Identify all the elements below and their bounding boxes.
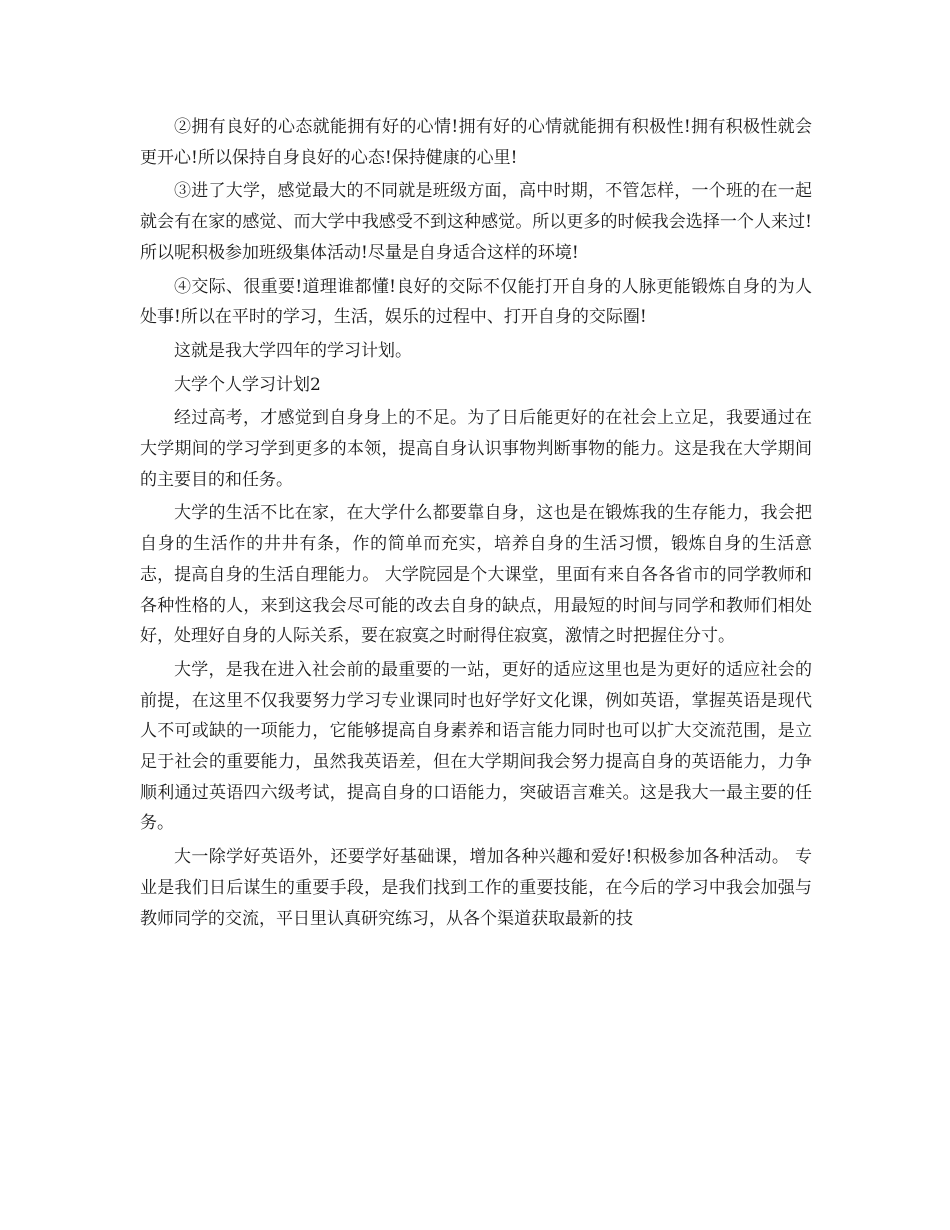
paragraph-conclusion: 这就是我大学四年的学习计划。 bbox=[174, 340, 412, 361]
paragraph-english: 大学，是我在进入社会前的最重要的一站，更好的适应这里也是为更好的适应社会的前提，在这里不仅我要努力学习专业课同时也好学好文化课，例如英语，掌握英语是现代人不可或缺的一项能力，它能够提高自身素养和语言能力同时也可以扩大交流范围，是立足于社会的重要能力，虽然我英语差，但在大学期间我会努力提高自身的英语能力，力争顺利通过英语四六级考试，提高自身的口语能力，突破语言难关。这是我大一最主要的任务。 bbox=[140, 659, 812, 834]
paragraph-intro: 经过高考，才感觉到自身身上的不足。为了日后能更好的在社会上立足，我要通过在大学期间的学习学到更多的本领，提高自身认识事物判断事物的能力。这是我在大学期间的主要目的和任务。 bbox=[140, 408, 812, 490]
section-heading: 大学个人学习计划2 bbox=[174, 374, 321, 395]
paragraph-living: 大学的生活不比在家，在大学什么都要靠自身，这也是在锻炼我的生存能力，我会把自身的生活作的井井有条，作的简单而充实，培养自身的生活习惯，锻炼自身的生活意志，提高自身的生活自理能力。 大学院园是个大课堂，里面有来自各各省市的同学教师和各种性格的人，来到这我会尽可能的改去自身的缺点，用最短的时间与同学和教师们相处好，处理好自身的人际关系，要在寂寞之时耐得住寂寞，激情之时把握住分寸。 bbox=[140, 503, 812, 647]
paragraph-freshman: 大一除学好英语外，还要学好基础课，增加各种兴趣和爱好!积极参加各种活动。 专业是我们日后谋生的重要手段，是我们找到工作的重要技能，在今后的学习中我会加强与教师同学的交流，平日里认真研究练习，从各个渠道获取最新的技 bbox=[140, 847, 812, 929]
paragraph-social: ④交际、很重要!道理谁都懂!良好的交际不仅能打开自身的人脉更能锻炼自身的为人处事!所以在平时的学习，生活，娱乐的过程中、打开自身的交际圈! bbox=[140, 276, 812, 328]
paragraph-class-life: ③进了大学，感觉最大的不同就是班级方面，高中时期，不管怎样，一个班的在一起就会有在家的感觉、而大学中我感受不到这种感觉。所以更多的时候我会选择一个人来过!所以呢积极参加班级集体活动!尽量是自身适合这样的环境! bbox=[140, 181, 812, 263]
paragraph-mindset: ②拥有良好的心态就能拥有好的心情!拥有好的心情就能拥有积极性!拥有积极性就会更开心!所以保持自身良好的心态!保持健康的心里! bbox=[140, 117, 812, 168]
document-body bbox=[140, 112, 812, 937]
